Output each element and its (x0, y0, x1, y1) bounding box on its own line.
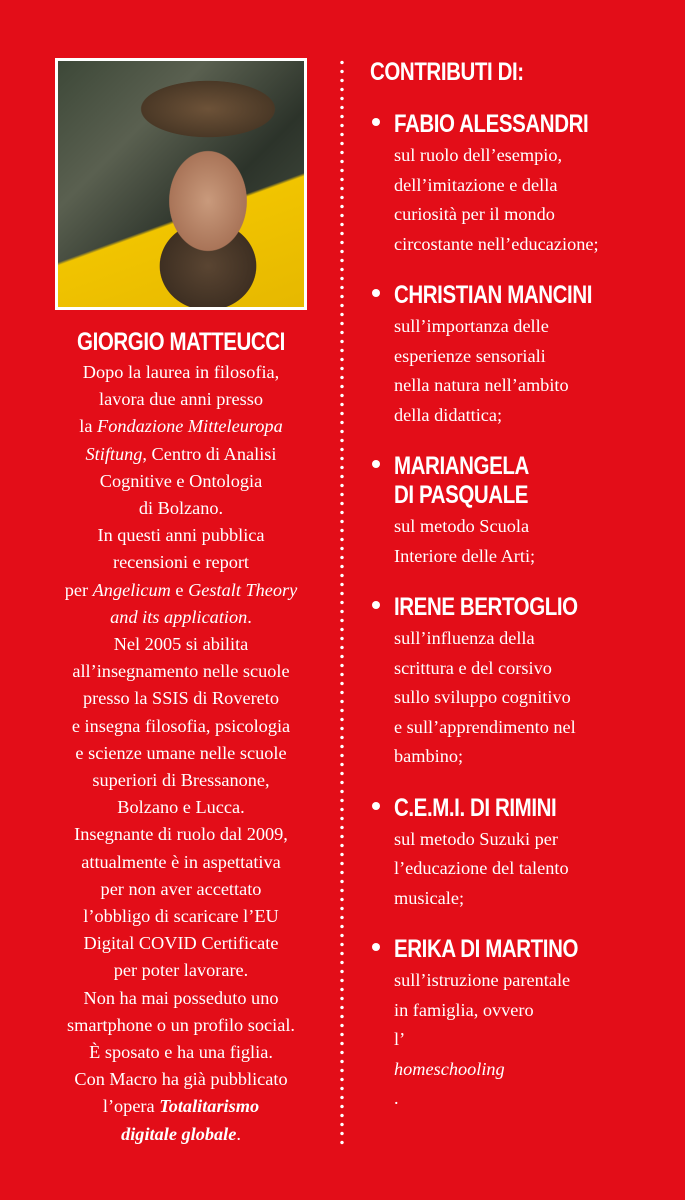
contributor-item (370, 452, 670, 571)
bio-line: In questi anni pubblica (97, 525, 265, 546)
bio-line: all’insegnamento nelle scuole (72, 661, 290, 682)
contributor-description: sul metodo Scuola Interiore delle Arti; (394, 516, 536, 566)
contributor-name: CHRISTIAN MANCINI (394, 281, 593, 309)
contributor-name: ERIKA DI MARTINO (394, 935, 579, 963)
bio-italic: Angelicum (92, 579, 171, 600)
bio-line: Cognitive e Ontologia (99, 470, 263, 491)
bullet-icon (372, 118, 380, 126)
bio-line: È sposato e ha una figlia. (89, 1042, 273, 1063)
author-bio (34, 359, 328, 1148)
bio-line: e insegna filosofia, psicologia (71, 715, 291, 736)
bio-italic: Stiftung (85, 443, 143, 464)
bio-line: Non ha mai posseduto uno (83, 987, 279, 1008)
bio-line: per poter lavorare. (113, 960, 249, 981)
bio-line: Bolzano e Lucca. (117, 797, 245, 818)
contributor-description: sull’istruzione parentale in famiglia, ovvero l’ homeschooling . (394, 970, 571, 1108)
bio-line: lavora due anni presso (99, 389, 263, 410)
bio-line: Digital COVID Certificate (83, 933, 279, 954)
bio-line: per non aver accettato (100, 878, 262, 899)
author-name: GIORGIO MATTEUCCI (77, 328, 285, 356)
contributor-description: sull’influenza della scrittura e del corsivo sullo sviluppo cognitivo e sull’apprendimento nel bambino; (394, 628, 576, 766)
book-title: Totalitarismo (159, 1096, 260, 1117)
author-column (34, 58, 328, 1148)
contributor-description: sul metodo Suzuki per l’educazione del talento musicale; (394, 828, 569, 908)
bio-line: Insegnante di ruolo dal 2009, (74, 824, 288, 845)
contributor-name: MARIANGELA DI PASQUALE (394, 452, 529, 509)
contributions-title: CONTRIBUTI DI: (370, 58, 524, 86)
book-title: digitale globale (121, 1123, 237, 1144)
dotted-divider (340, 58, 344, 1148)
bio-line: presso la SSIS di Rovereto (82, 688, 279, 709)
contributor-name: IRENE BERTOGLIO (394, 593, 578, 621)
bio-line: l’obbligo di scaricare l’EU (83, 906, 279, 927)
contributor-name: C.E.M.I. DI RIMINI (394, 793, 557, 822)
bio-line: attualmente è in aspettativa (81, 851, 281, 872)
bio-line: l’opera Totalitarismo (102, 1096, 260, 1117)
bio-line: smartphone o un profilo social. (67, 1014, 295, 1035)
contributor-name: FABIO ALESSANDRI (394, 110, 589, 138)
bio-line: per Angelicum e Gestalt Theory (64, 579, 298, 600)
contributor-item (370, 935, 670, 1114)
bio-line: Nel 2005 si abilita (113, 634, 249, 655)
bullet-icon (372, 460, 380, 468)
contributions-column (370, 58, 670, 1114)
bio-italic: Fondazione Mitteleuropa (97, 416, 283, 437)
bullet-icon (372, 289, 380, 297)
bio-italic: and its application (110, 606, 248, 627)
bio-line: Dopo la laurea in filosofia, (82, 362, 280, 382)
bio-line: and its application. (110, 606, 252, 627)
contributor-description: sul ruolo dell’esempio, dell’imitazione e della curiosità per il mondo circostante nell’educazione; (394, 145, 599, 254)
bio-italic: Gestalt Theory (188, 579, 298, 600)
bio-line: Stiftung, Centro di Analisi (85, 443, 277, 464)
bullet-icon (372, 802, 380, 810)
bio-line: digitale globale. (121, 1123, 241, 1144)
bio-line: di Bolzano. (138, 498, 224, 519)
bio-line: e scienze umane nelle scuole (75, 742, 287, 763)
bio-line: la Fondazione Mitteleuropa (79, 416, 283, 437)
contributor-description: sull’importanza delle esperienze sensoriali nella natura nell’ambito della didattica; (394, 316, 569, 425)
author-photo (55, 58, 307, 310)
desc-italic: homeschooling (394, 1058, 505, 1079)
contributor-item (370, 281, 670, 430)
bullet-icon (372, 943, 380, 951)
bio-line: recensioni e report (112, 552, 250, 573)
bio-line: Con Macro ha già pubblicato (74, 1069, 288, 1090)
bullet-icon (372, 601, 380, 609)
bio-line: superiori di Bressanone, (92, 770, 270, 791)
contributor-item (370, 110, 670, 259)
contributor-item (370, 593, 670, 772)
contributor-item (370, 794, 670, 914)
